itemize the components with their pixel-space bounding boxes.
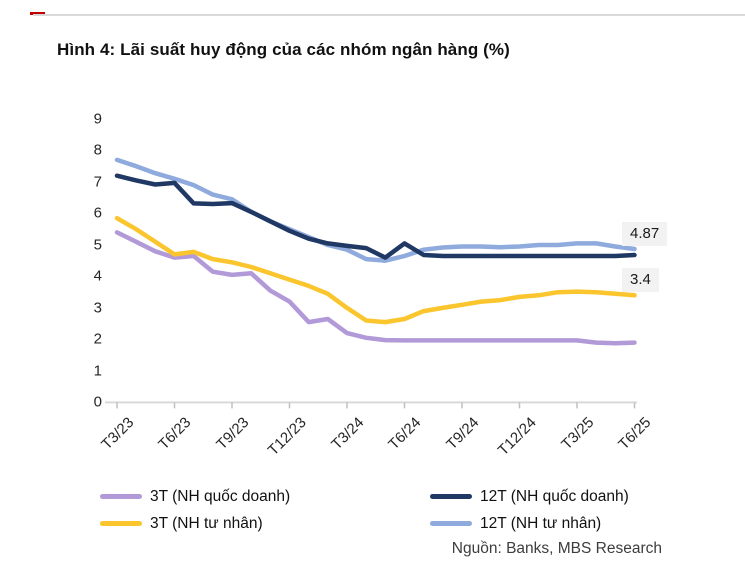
x-axis-label: T9/24 [442, 414, 483, 454]
y-axis-label: 0 [93, 393, 102, 411]
legend-item [430, 483, 680, 510]
value-annotation: 4.87 [622, 222, 667, 246]
y-axis-label: 3 [93, 299, 102, 317]
legend-item [430, 510, 680, 537]
y-axis-label: 4 [93, 267, 102, 285]
y-axis-label: 1 [93, 362, 102, 380]
x-axis-label: T3/23 [97, 414, 138, 454]
x-axis-label: T6/25 [615, 414, 655, 454]
x-axis-label: T6/23 [155, 414, 195, 454]
legend-item [100, 483, 430, 510]
source-note: Nguồn: Banks, MBS Research [451, 540, 662, 557]
y-axis-label: 6 [93, 204, 102, 222]
y-axis-label: 9 [93, 110, 102, 128]
legend-label: 3T (NH tư nhân) [150, 514, 263, 532]
y-axis-label: 8 [93, 141, 102, 159]
y-axis-label: 5 [93, 236, 102, 254]
series-line-yellow [117, 218, 635, 322]
legend-item [100, 510, 430, 537]
chart-title: Hình 4: Lãi suất huy động của các nhóm ngân hàng (%) [57, 40, 510, 59]
legend-swatch-yellow [100, 521, 142, 526]
legend-swatch-light_blue [430, 521, 472, 526]
x-axis-label: T12/24 [494, 414, 540, 460]
x-axis-label: T9/23 [212, 414, 253, 454]
y-axis-label: 2 [93, 330, 102, 348]
legend-swatch-purple [100, 494, 142, 499]
x-axis-label: T12/23 [264, 414, 310, 460]
legend-swatch-navy [430, 494, 472, 499]
series-line-light_blue [117, 160, 635, 261]
x-axis-label: T3/25 [557, 414, 598, 454]
value-annotation: 3.4 [622, 268, 659, 292]
series-line-purple [117, 232, 635, 343]
y-axis-label: 7 [93, 173, 102, 191]
legend-label: 12T (NH quốc doanh) [480, 487, 629, 505]
legend-label: 12T (NH tư nhân) [480, 514, 602, 532]
chart-legend [100, 483, 680, 537]
x-axis-label: T3/24 [327, 414, 368, 454]
legend-label: 3T (NH quốc doanh) [150, 487, 291, 505]
x-axis-label: T6/24 [385, 414, 425, 454]
